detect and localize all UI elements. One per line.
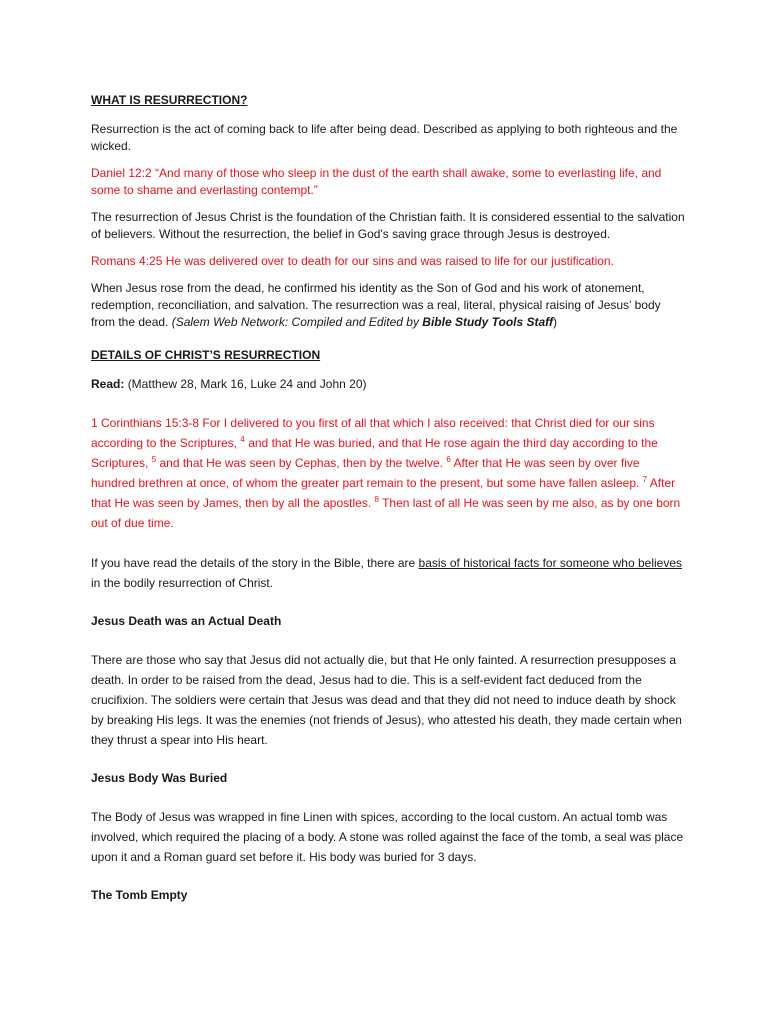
- body-buried-paragraph: The Body of Jesus was wrapped in fine Linen with spices, according to the local custom. An actual tomb was involved, which required the placing of a body. A stone was rolled against the face of the tomb, a seal was place upon it and a Roman guard set before it. His body was buried for 3 days.: [91, 810, 684, 864]
- verse-7: After that He was seen by James, then by all the apostles.: [91, 476, 676, 510]
- historical-facts-paragraph: [91, 553, 686, 593]
- verse-number-8: 8: [374, 495, 379, 504]
- corinthians-passage: [91, 413, 686, 533]
- subheading-actual-death: Jesus Death was an Actual Death: [91, 614, 282, 628]
- verse-number-5: 5: [151, 455, 157, 464]
- read-references: (Matthew 28, Mark 16, Luke 24 and John 20): [127, 377, 367, 391]
- verse-8: Then last of all He was seen by me also, as by one born out of due time.: [91, 496, 681, 530]
- romans-verse: Romans 4:25 He was delivered over to death for our sins and was raised to life for our justification.: [91, 254, 614, 268]
- read-label: Read:: [91, 377, 128, 391]
- subheading-tomb-empty: The Tomb Empty: [91, 888, 188, 902]
- verse-number-7: 7: [642, 475, 648, 484]
- identity-text: When Jesus rose from the dead, he confirmed his identity as the Son of God and his work of atonement, redemption, reconciliation, and salvation. The resurrection was a real, literal, physical raising of Jesus’ body from the dead.: [91, 281, 661, 329]
- verse-number-4: 4: [240, 435, 245, 444]
- verse-6: After that He was seen by over five hundred brethren at once, of whom the greater part remain to the present, but some have fallen asleep.: [91, 456, 643, 490]
- historical-facts-pre: If you have read the details of the story in the Bible, there are: [91, 556, 419, 570]
- actual-death-paragraph: There are those who say that Jesus did not actually die, but that He only fainted. A resurrection presupposes a death. In order to be raised from the dead, Jesus had to die. This is a self-evident fact deduced from the crucifixion. The soldiers were certain that Jesus was dead and that they did not need to induce death by shock by breaking His legs. It was the enemies (not friends of Jesus), who attested his death, they made certain when they thrust a spear into His heart.: [91, 653, 682, 747]
- historical-facts-post: in the bodily resurrection of Christ.: [91, 576, 274, 590]
- daniel-verse: Daniel 12:2 “And many of those who sleep in the dust of the earth shall awake, some to everlasting life, and some to shame and everlasting contempt.”: [91, 166, 662, 197]
- foundation-paragraph: The resurrection of Jesus Christ is the foundation of the Christian faith. It is considered essential to the salvation of believers. Without the resurrection, the belief in God's saving grace through Jesus is destroyed.: [91, 210, 685, 241]
- heading-what-is-resurrection: WHAT IS RESURRECTION?: [91, 93, 248, 107]
- verse-5: and that He was seen by Cephas, then by the twelve.: [156, 456, 447, 470]
- read-line: [91, 376, 686, 393]
- identity-paragraph: [91, 280, 686, 331]
- subheading-body-buried: Jesus Body Was Buried: [91, 771, 228, 785]
- historical-facts-underlined: basis of historical facts for someone who believes: [418, 556, 682, 570]
- corinthians-ref: 1 Corinthians 15:3-8: [91, 416, 203, 430]
- citation-author: Bible Study Tools Staff: [422, 315, 553, 329]
- verse-4: and that He was buried, and that He rose again the third day according to the Scriptures,: [91, 436, 658, 470]
- citation-close: ): [552, 315, 557, 329]
- document-page: [91, 92, 686, 924]
- citation-open: (Salem Web Network: Compiled and Edited by: [171, 315, 423, 329]
- verse-3: For I delivered to you first of all that which I also received: that Christ died for our sins according to the Scriptures,: [91, 416, 655, 450]
- verse-number-6: 6: [446, 455, 451, 464]
- heading-details: DETAILS OF CHRIST’S RESURRECTION: [91, 348, 321, 362]
- definition-paragraph: Resurrection is the act of coming back to life after being dead. Described as applying to both righteous and the wicked.: [91, 122, 678, 153]
